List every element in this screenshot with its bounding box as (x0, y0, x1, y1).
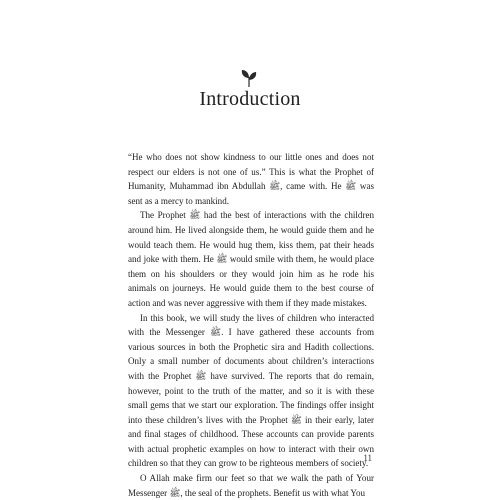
paragraph-3: In this book, we will study the lives of children who interacted with the Messenger ﷺ. I have gathered these accounts from various sources in both the Prophetic sira and Hadith collections. Only a small number of documents about children’s interactions with the Prophet ﷺ have survived. The reports that do remain, however, point to the truth of the matter, and so it is with these small gems that we start our exploration. The findings offer insight into these children’s lives with the Prophet ﷺ in their early, later and final stages of childhood. These accounts can provide parents with actual prophetic examples on how to interact with their own children so that they can grow to be righteous members of society. (128, 312, 374, 469)
chapter-body (128, 150, 374, 500)
page-number: 11 (363, 453, 372, 463)
chapter-title: Introduction (199, 88, 301, 110)
paragraph-4: O Allah make firm our feet so that we walk the path of Your Messenger ﷺ, the seal of the prophets. Benefit us with what You (128, 473, 374, 498)
paragraph-1: “He who does not show kindness to our little ones and does not respect our elders is not one of us.” This is what the Prophet of Humanity, Muhammad ibn Abdullah ﷺ, came with. He ﷺ was sent as a mercy to mankind. (128, 152, 374, 206)
leaf-sprig-icon (240, 68, 258, 88)
paragraph-2: The Prophet ﷺ had the best of interactions with the children around him. He lived alongside them, he would guide them and he would teach them. He would hug them, kiss them, pat their heads and joke with them. He ﷺ would smile with them, he would place them on his shoulders or they would join him as he rode his animals on journeys. He would guide them to the best course of action and was never aggressive with them if they made mistakes. (128, 210, 374, 308)
